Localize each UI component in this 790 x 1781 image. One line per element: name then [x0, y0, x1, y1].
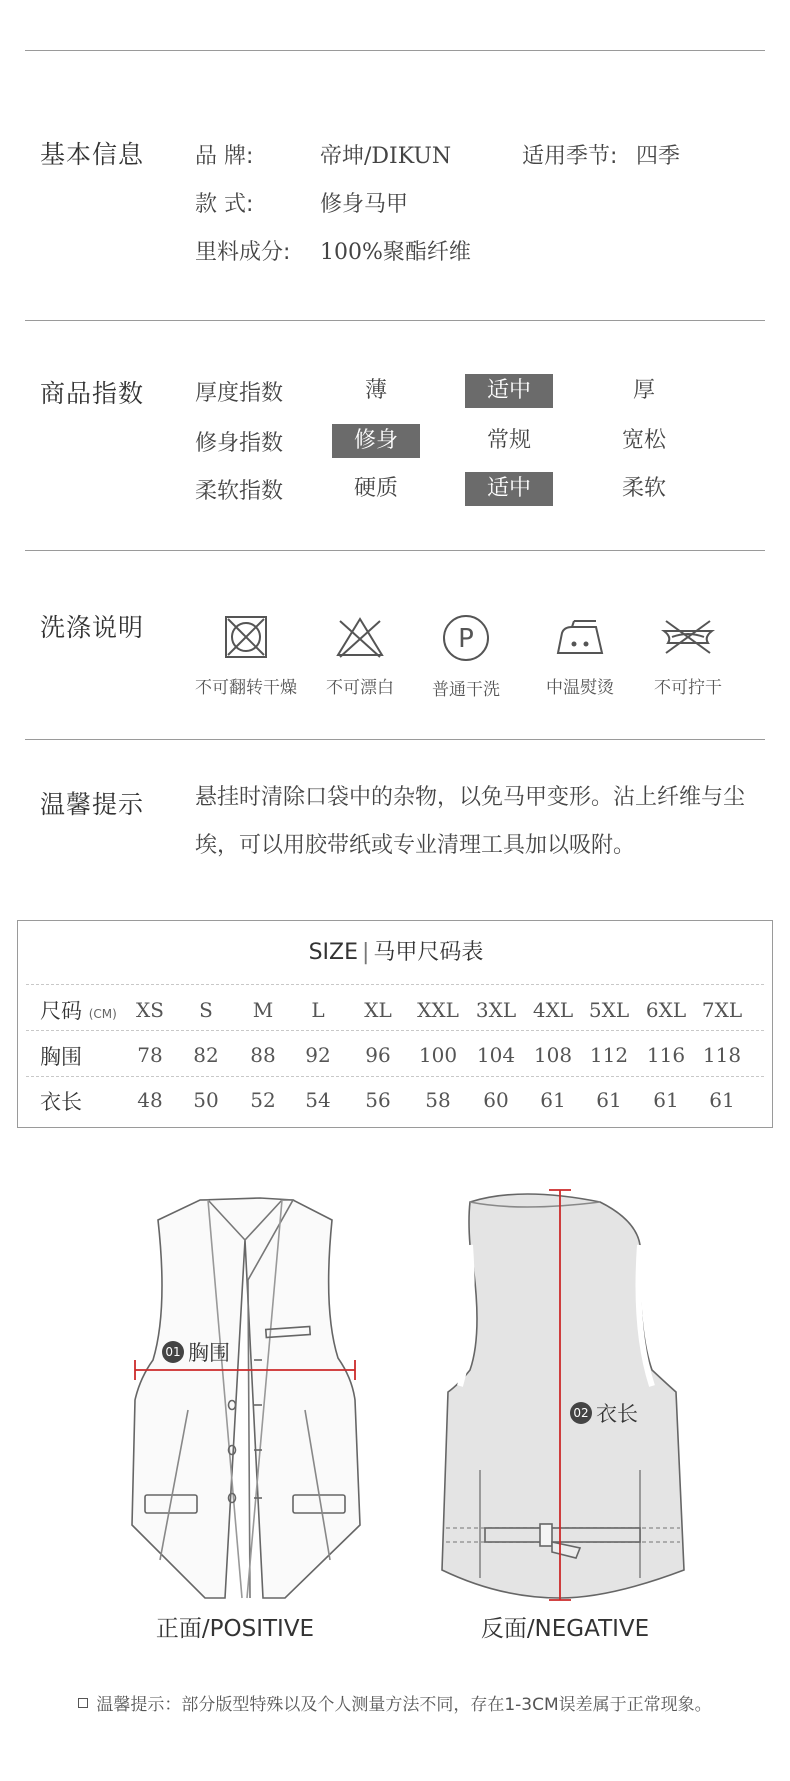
wash-label: 不可翻转干燥: [195, 678, 297, 698]
wash-label: 中温熨烫: [546, 678, 614, 698]
wash-label: 不可漂白: [326, 678, 394, 698]
washing-title: 洗涤说明: [40, 613, 145, 642]
index-option: 硬质: [353, 476, 398, 501]
size-header: [40, 995, 117, 1025]
back-caption: 反面/NEGATIVE: [480, 1616, 650, 1642]
index-option-selected: 修身: [332, 424, 420, 458]
season-value: 四季: [636, 144, 681, 169]
size-cell: 61: [596, 1088, 622, 1112]
size-cell: 48: [137, 1088, 163, 1112]
no-tumble-dry-icon: [222, 613, 270, 661]
table-divider: [26, 1030, 764, 1031]
size-column-header: M: [252, 998, 274, 1022]
size-cell: 100: [418, 1043, 458, 1067]
vest-front-drawing: [132, 1198, 360, 1598]
index-option-selected: 适中: [465, 472, 553, 506]
size-cell: 78: [137, 1043, 163, 1067]
length-measure-text: 衣长: [596, 1402, 638, 1426]
size-cell: 50: [193, 1088, 219, 1112]
size-cell: 61: [540, 1088, 566, 1112]
size-column-header: L: [311, 998, 325, 1022]
index-option: 宽松: [621, 428, 666, 453]
size-cell: 108: [533, 1043, 573, 1067]
basic-info-title: 基本信息: [40, 140, 145, 169]
wash-item-no-tumble-dry: [186, 613, 306, 698]
index-option: 柔软: [621, 476, 666, 501]
divider: [25, 320, 765, 321]
size-cell: 88: [250, 1043, 276, 1067]
index-option: 厚: [632, 378, 655, 403]
size-cell: 96: [365, 1043, 391, 1067]
chest-measure-label: [162, 1337, 230, 1367]
style-value: 修身马甲: [320, 192, 409, 217]
size-column-header: 7XL: [701, 998, 743, 1022]
wash-item-iron-medium: [520, 613, 640, 698]
row-label-length: 衣长: [40, 1090, 82, 1114]
size-cell: 56: [365, 1088, 391, 1112]
size-column-header: XS: [136, 998, 164, 1022]
badge-01: 01: [162, 1341, 184, 1363]
brand-value: 帝坤/DIKUN: [320, 144, 452, 169]
size-cell: 58: [425, 1088, 451, 1112]
table-divider: [26, 1076, 764, 1077]
badge-02: 02: [570, 1402, 592, 1424]
brand-label: 品 牌:: [195, 144, 254, 169]
square-bullet-icon: [78, 1698, 88, 1708]
lining-label: 里料成分:: [195, 240, 291, 265]
iron-medium-icon: [552, 613, 608, 661]
size-title-cn: 马甲尺码表: [373, 940, 484, 965]
size-cell: 61: [653, 1088, 679, 1112]
size-column-header: XL: [364, 998, 392, 1022]
dry-clean-icon: [441, 613, 491, 663]
size-column-header: 5XL: [588, 998, 630, 1022]
index-row-label: 修身指数: [195, 431, 284, 456]
wash-item-no-wring: [628, 613, 748, 698]
tips-text: 悬挂时清除口袋中的杂物，以免马甲变形。沾上纤维与尘埃，可以用胶带纸或专业清理工具加以吸附。: [195, 785, 746, 858]
no-wring-icon: [658, 613, 718, 661]
no-bleach-icon: [334, 613, 386, 661]
lining-value: 100%聚酯纤维: [320, 240, 471, 265]
size-title-separator: |: [362, 940, 370, 965]
chest-measure-text: 胸围: [188, 1341, 230, 1365]
size-table-title: [18, 935, 774, 966]
index-row-label: 厚度指数: [195, 381, 284, 406]
size-table: [17, 920, 773, 1128]
wash-item-no-bleach: [300, 613, 420, 698]
front-caption: 正面/POSITIVE: [155, 1616, 315, 1642]
length-measure-label: [570, 1398, 638, 1428]
index-row-label: 柔软指数: [195, 479, 284, 504]
tips-title: 温馨提示: [40, 790, 145, 819]
vest-back-drawing: [442, 1194, 684, 1598]
season-label: 适用季节:: [522, 144, 618, 169]
product-index-title: 商品指数: [40, 379, 145, 408]
index-option: 常规: [486, 428, 531, 453]
wash-item-dry-clean: [406, 613, 526, 700]
size-cell: 61: [709, 1088, 735, 1112]
divider: [25, 739, 765, 740]
svg-text:P: P: [458, 624, 474, 654]
wash-label: 不可拧干: [654, 678, 722, 698]
size-cell: 82: [193, 1043, 219, 1067]
size-cell: 116: [646, 1043, 686, 1067]
size-column-header: 6XL: [645, 998, 687, 1022]
size-cell: 118: [702, 1043, 742, 1067]
size-cell: 92: [305, 1043, 331, 1067]
size-cell: 54: [305, 1088, 331, 1112]
size-cell: 60: [483, 1088, 509, 1112]
table-divider: [26, 984, 764, 985]
size-column-header: 3XL: [475, 998, 517, 1022]
size-column-header: S: [199, 998, 213, 1022]
footer-text: 温馨提示：部分版型特殊以及个人测量方法不同，存在1-3CM误差属于正常现象。: [96, 1695, 712, 1715]
size-unit: (CM): [88, 1007, 117, 1021]
divider: [25, 50, 765, 51]
divider: [25, 550, 765, 551]
size-cell: 52: [250, 1088, 276, 1112]
size-column-header: 4XL: [532, 998, 574, 1022]
size-title-en: SIZE: [308, 940, 358, 965]
wash-label: 普通干洗: [432, 680, 500, 700]
size-cell: 112: [589, 1043, 629, 1067]
size-cell: 104: [476, 1043, 516, 1067]
index-option: 薄: [364, 378, 387, 403]
size-header-label: 尺码: [40, 999, 82, 1023]
vest-diagram: [0, 1180, 790, 1610]
index-option-selected: 适中: [465, 374, 553, 408]
style-label: 款 式:: [195, 192, 254, 217]
row-label-chest: 胸围: [40, 1045, 82, 1069]
footer-note: [0, 1690, 790, 1715]
size-column-header: XXL: [417, 998, 459, 1022]
